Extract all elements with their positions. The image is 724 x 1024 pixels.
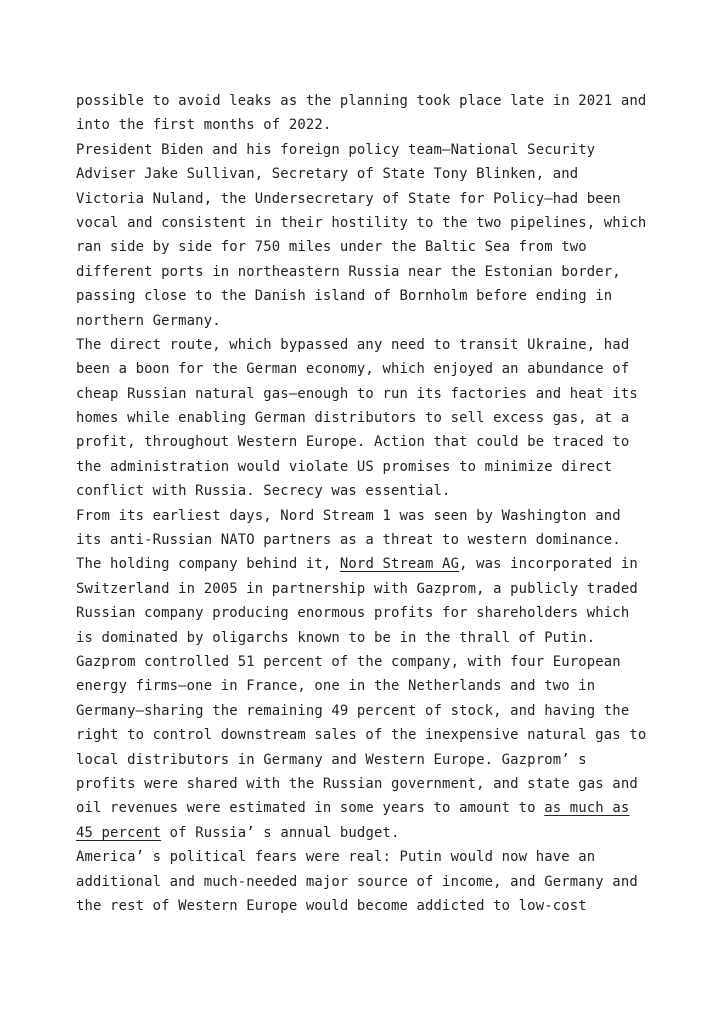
- text-line: energy firms—one in France, one in the Netherlands and two in: [76, 678, 596, 695]
- paragraph-5: [76, 845, 648, 918]
- text-line: additional and much-needed major source of income, and Germany and: [76, 873, 638, 890]
- text-line: Victoria Nuland, the Undersecretary of State for Policy—had been: [76, 190, 621, 207]
- text-line-with-link: [76, 796, 648, 820]
- text-segment: oil revenues were estimated in some years to amount to: [76, 800, 545, 817]
- text-line: northern Germany.: [76, 312, 221, 329]
- paragraph-1: [76, 89, 648, 138]
- text-line: ran side by side for 750 miles under the Baltic Sea from two: [76, 239, 587, 256]
- paragraph-3: [76, 333, 648, 504]
- text-line: Adviser Jake Sullivan, Secretary of State Tony Blinken, and: [76, 166, 579, 183]
- text-segment: of Russia’ s annual budget.: [161, 824, 400, 841]
- text-line: conflict with Russia. Secrecy was essential.: [76, 483, 451, 500]
- text-line: is dominated by oligarchs known to be in the thrall of Putin.: [76, 629, 596, 646]
- text-line: profit, throughout Western Europe. Action that could be traced to: [76, 434, 630, 451]
- document-page: [76, 89, 648, 918]
- text-line: cheap Russian natural gas—enough to run its factories and heat its: [76, 385, 638, 402]
- text-line: the rest of Western Europe would become addicted to low-cost: [76, 897, 587, 914]
- text-line: into the first months of 2022.: [76, 117, 332, 134]
- as-much-as-45-percent-link-continued[interactable]: 45 percent: [76, 824, 162, 841]
- text-line: passing close to the Danish island of Bornholm before ending in: [76, 288, 613, 305]
- text-line: America’ s political fears were real: Putin would now have an: [76, 849, 596, 866]
- text-line: local distributors in Germany and Western Europe. Gazprom’ s: [76, 751, 587, 768]
- text-line: the administration would violate US promises to minimize direct: [76, 458, 613, 475]
- text-line: possible to avoid leaks as the planning took place late in 2021 and: [76, 93, 647, 109]
- text-line: Germany—sharing the remaining 49 percent of stock, and having the: [76, 702, 630, 719]
- text-line: homes while enabling German distributors to sell excess gas, at a: [76, 410, 630, 427]
- text-line: Switzerland in 2005 in partnership with Gazprom, a publicly traded: [76, 580, 638, 597]
- text-line: been a boon for the German economy, which enjoyed an abundance of: [76, 361, 630, 378]
- paragraph-2: [76, 138, 648, 333]
- nord-stream-ag-link[interactable]: Nord Stream AG: [339, 556, 460, 573]
- text-line: The direct route, which bypassed any need to transit Ukraine, had: [76, 336, 630, 353]
- text-segment: , was incorporated in: [459, 556, 638, 573]
- text-line: President Biden and his foreign policy team—National Security: [76, 141, 596, 158]
- text-line-with-link: [76, 821, 648, 845]
- as-much-as-45-percent-link[interactable]: as much as: [544, 800, 630, 817]
- text-line: different ports in northeastern Russia near the Estonian border,: [76, 263, 621, 280]
- text-segment: The holding company behind it,: [76, 556, 340, 573]
- text-line: Russian company producing enormous profits for shareholders which: [76, 605, 630, 622]
- text-line-with-link: [76, 552, 648, 576]
- text-line: Gazprom controlled 51 percent of the company, with four European: [76, 653, 621, 670]
- text-line: profits were shared with the Russian government, and state gas and: [76, 775, 638, 792]
- text-line: right to control downstream sales of the inexpensive natural gas to: [76, 727, 647, 744]
- text-line: its anti-Russian NATO partners as a threat to western dominance.: [76, 532, 621, 549]
- text-line: From its earliest days, Nord Stream 1 was seen by Washington and: [76, 507, 621, 524]
- paragraph-4: [76, 504, 648, 845]
- text-line: vocal and consistent in their hostility to the two pipelines, which: [76, 214, 647, 231]
